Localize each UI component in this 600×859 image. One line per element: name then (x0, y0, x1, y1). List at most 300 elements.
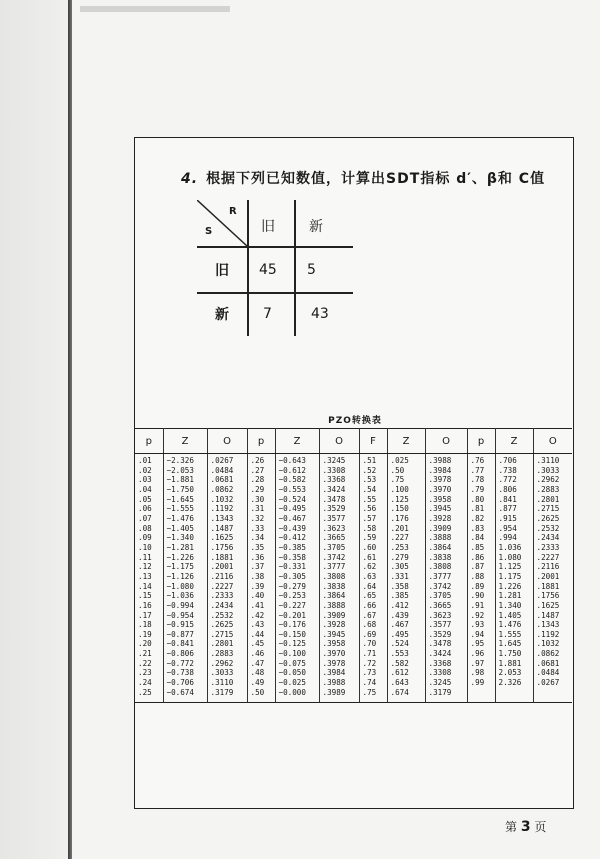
table-value: .52 (362, 465, 377, 475)
question-number: 4. (181, 171, 199, 187)
table-value: .2883 (536, 484, 560, 494)
table-value: .3424 (428, 649, 452, 659)
table-value: .50 (250, 687, 265, 697)
table-value: .39 (250, 581, 265, 591)
table-value: .47 (250, 658, 265, 668)
table-value: .3970 (428, 484, 452, 494)
table-value: .0484 (536, 668, 560, 678)
table-value: .62 (362, 562, 377, 572)
matrix-vline (294, 200, 296, 336)
table-value: .33 (250, 523, 265, 533)
table-value: .3742 (322, 552, 346, 562)
table-value: −1.405 (166, 523, 194, 533)
column-cell (135, 454, 163, 703)
table-value: .227 (390, 533, 409, 543)
column-cell (163, 454, 207, 703)
table-value: −0.467 (278, 513, 306, 523)
table-value: −1.126 (166, 571, 194, 581)
table-value: .3033 (536, 465, 560, 475)
header-row (135, 429, 572, 454)
table-value: −0.772 (166, 658, 194, 668)
table-value: −0.706 (166, 678, 194, 688)
table-value: .67 (362, 610, 377, 620)
table-value: −2.326 (166, 456, 194, 465)
table-value: .025 (390, 456, 409, 465)
table-value: .3958 (322, 639, 346, 649)
table-value: −1.555 (166, 504, 194, 514)
table-value: .36 (250, 552, 265, 562)
table-value: .3808 (428, 562, 452, 572)
table-value: .3577 (322, 513, 346, 523)
table-value: .54 (362, 484, 377, 494)
cell-new-old: 7 (263, 306, 272, 322)
table-value: .41 (250, 600, 265, 610)
row-header-new: 新 (215, 307, 229, 323)
table-value: .83 (470, 523, 485, 533)
table-value: .1343 (210, 513, 234, 523)
header-cell: p (467, 429, 495, 454)
cell-new-new: 43 (311, 306, 329, 322)
column-cell (425, 454, 467, 703)
table-value: .2883 (210, 649, 234, 659)
table-value: .87 (470, 562, 485, 572)
table-value: 1.750 (498, 649, 522, 659)
table-value: .3958 (428, 494, 452, 504)
table-value: .3368 (428, 658, 452, 668)
table-value: .64 (362, 581, 377, 591)
table-value: .2625 (536, 513, 560, 523)
table-value: .96 (470, 649, 485, 659)
table-value: .74 (362, 678, 377, 688)
table-value: .331 (390, 571, 409, 581)
table-value: .3424 (322, 484, 346, 494)
table-value: −0.738 (166, 668, 194, 678)
corner-s-label: S (205, 226, 213, 237)
table-value: .05 (138, 494, 152, 504)
table-value: .95 (470, 639, 485, 649)
table-value: −0.553 (278, 484, 306, 494)
data-row (135, 454, 572, 703)
table-value: .11 (138, 552, 152, 562)
table-value: .2333 (536, 542, 560, 552)
table-value: .2715 (536, 504, 560, 514)
table-value: .37 (250, 562, 265, 572)
table-value: 1.125 (498, 562, 522, 572)
header-cell: Z (387, 429, 425, 454)
table-value: .643 (390, 678, 409, 688)
matrix-vline (247, 200, 249, 336)
table-value: −0.227 (278, 600, 306, 610)
table-value: .915 (498, 513, 517, 523)
column-cell (467, 454, 495, 703)
table-value: .3888 (428, 533, 452, 543)
page-footer (505, 818, 546, 835)
table-value: 1.226 (498, 581, 522, 591)
col-header-new: 新 (309, 219, 323, 235)
table-value: −1.036 (166, 591, 194, 601)
table-value: .706 (498, 456, 517, 465)
table-value: .85 (470, 542, 485, 552)
table-value: .495 (390, 629, 409, 639)
table-value: .3888 (322, 600, 346, 610)
table-value: −0.201 (278, 610, 306, 620)
table-value: .10 (138, 542, 152, 552)
table-value: −0.385 (278, 542, 306, 552)
binding-shadow (0, 0, 68, 859)
table-value: .3928 (428, 513, 452, 523)
table-value: −2.053 (166, 465, 194, 475)
table-value: .71 (362, 649, 377, 659)
table-value: 1.555 (498, 629, 522, 639)
table-value: .3945 (428, 504, 452, 514)
table-value: .3110 (536, 456, 560, 465)
table-value: 1.881 (498, 658, 522, 668)
table-value: 2.326 (498, 678, 522, 688)
table-value: .80 (470, 494, 485, 504)
table-value: .73 (362, 668, 377, 678)
table-value: .3478 (322, 494, 346, 504)
table-value: .2227 (536, 552, 560, 562)
table-value: .53 (362, 475, 377, 485)
table-value: −0.100 (278, 649, 306, 659)
table-value: .279 (390, 552, 409, 562)
cell-old-old: 45 (259, 262, 277, 278)
table-value: .2116 (210, 571, 234, 581)
table-value: −0.050 (278, 668, 306, 678)
table-value: .03 (138, 475, 152, 485)
table-value: −0.358 (278, 552, 306, 562)
table-value: .3308 (428, 668, 452, 678)
table-value: .3179 (428, 687, 452, 697)
table-value: .15 (138, 591, 152, 601)
table-value: .12 (138, 562, 152, 572)
pzo-table (135, 428, 572, 703)
table-value: 2.053 (498, 668, 522, 678)
table-value: .1625 (210, 533, 234, 543)
header-cell: O (425, 429, 467, 454)
table-value: .1343 (536, 620, 560, 630)
table-value: −1.476 (166, 513, 194, 523)
table-title: PZO转换表 (328, 416, 382, 426)
table-value: −0.877 (166, 629, 194, 639)
table-value: .2715 (210, 629, 234, 639)
table-value: .3308 (322, 465, 346, 475)
table-value: .49 (250, 678, 265, 688)
header-cell: p (247, 429, 275, 454)
table-value: .45 (250, 639, 265, 649)
table-value: .3705 (428, 591, 452, 601)
page-number: 3 (520, 819, 531, 835)
table-value: .35 (250, 542, 265, 552)
table-value: .1881 (536, 581, 560, 591)
table-value: .3179 (210, 687, 234, 697)
table-value: .81 (470, 504, 485, 514)
table-value: .582 (390, 658, 409, 668)
table-value: .23 (138, 668, 152, 678)
table-value: .3110 (210, 678, 234, 688)
table-value: .3984 (322, 668, 346, 678)
table-value: .3742 (428, 581, 452, 591)
table-value: .19 (138, 629, 152, 639)
table-value: .3245 (322, 456, 346, 465)
table-value: .94 (470, 629, 485, 639)
header-cell: p (135, 429, 163, 454)
table-value: .93 (470, 620, 485, 630)
table-value: .994 (498, 533, 517, 543)
table-value: .51 (362, 456, 377, 465)
column-cell (207, 454, 247, 703)
table-value: .42 (250, 610, 265, 620)
footer-suffix: 页 (534, 820, 547, 834)
table-value: .3978 (428, 475, 452, 485)
table-value: .3928 (322, 620, 346, 630)
table-value: .3368 (322, 475, 346, 485)
table-value: .253 (390, 542, 409, 552)
table-value: .100 (390, 484, 409, 494)
header-cell: Z (163, 429, 207, 454)
table-value: −0.674 (166, 687, 194, 697)
cell-old-new: 5 (307, 262, 316, 278)
table-value: .176 (390, 513, 409, 523)
table-value: .07 (138, 513, 152, 523)
table-value: .0862 (536, 649, 560, 659)
table-value: −0.150 (278, 629, 306, 639)
table-value: .3777 (322, 562, 346, 572)
table-value: .3838 (322, 581, 346, 591)
column-cell (275, 454, 319, 703)
table-value: .467 (390, 620, 409, 630)
table-value: .1881 (210, 552, 234, 562)
table-value: .76 (470, 456, 485, 465)
table-value: .30 (250, 494, 265, 504)
table-value: .3529 (322, 504, 346, 514)
table-value: .1756 (210, 542, 234, 552)
table-value: .40 (250, 591, 265, 601)
table-value: .3478 (428, 639, 452, 649)
table-value: .21 (138, 649, 152, 659)
table-value: 1.080 (498, 552, 522, 562)
table-value: .88 (470, 571, 485, 581)
table-value: .28 (250, 475, 265, 485)
table-value: −1.340 (166, 533, 194, 543)
table-value: .150 (390, 504, 409, 514)
table-value: −0.915 (166, 620, 194, 630)
table-value: .385 (390, 591, 409, 601)
table-value: 1.175 (498, 571, 522, 581)
row-header-old: 旧 (215, 263, 229, 279)
table-value: .17 (138, 610, 152, 620)
table-value: .89 (470, 581, 485, 591)
table-value: .34 (250, 533, 265, 543)
table-value: .13 (138, 571, 152, 581)
table-value: .99 (470, 678, 485, 688)
table-value: .31 (250, 504, 265, 514)
table-value: 1.036 (498, 542, 522, 552)
table-value: 1.476 (498, 620, 522, 630)
table-value: −1.881 (166, 475, 194, 485)
binding-spine (68, 0, 72, 859)
table-value: .1625 (536, 600, 560, 610)
table-value: .66 (362, 600, 377, 610)
table-value: 1.340 (498, 600, 522, 610)
table-value: .58 (362, 523, 377, 533)
table-value: .75 (362, 687, 377, 697)
table-value: −0.806 (166, 649, 194, 659)
table-value: .26 (250, 456, 265, 465)
table-value: .77 (470, 465, 485, 475)
col-header-old: 旧 (261, 219, 275, 235)
table-value: .3988 (322, 678, 346, 688)
table-value: .0484 (210, 465, 234, 475)
table-value: −0.994 (166, 600, 194, 610)
column-cell (247, 454, 275, 703)
table-value: .01 (138, 456, 152, 465)
table-value: .3665 (322, 533, 346, 543)
table-value: .72 (362, 658, 377, 668)
table-value: .61 (362, 552, 377, 562)
table-value: −1.750 (166, 484, 194, 494)
header-cell: O (533, 429, 572, 454)
table-value: .1756 (536, 591, 560, 601)
table-value: .2801 (536, 494, 560, 504)
header-cell: O (207, 429, 247, 454)
table-value: .2434 (536, 533, 560, 543)
table-value: .27 (250, 465, 265, 475)
scan-smudge (80, 6, 230, 12)
column-cell (387, 454, 425, 703)
table-value: −0.253 (278, 591, 306, 601)
table-value: −0.125 (278, 639, 306, 649)
header-cell: F (359, 429, 387, 454)
corner-r-label: R (229, 206, 237, 217)
table-value: .04 (138, 484, 152, 494)
table-value: .305 (390, 562, 409, 572)
table-value: −0.279 (278, 581, 306, 591)
table-value: −1.645 (166, 494, 194, 504)
table-value: .91 (470, 600, 485, 610)
table-value: .674 (390, 687, 409, 697)
table-value: .3988 (428, 456, 452, 465)
table-value: .20 (138, 639, 152, 649)
table-value: .3577 (428, 620, 452, 630)
table-value: .59 (362, 533, 377, 543)
table-value: .79 (470, 484, 485, 494)
table-value: .3945 (322, 629, 346, 639)
table-value: .0862 (210, 484, 234, 494)
table-value: .68 (362, 620, 377, 630)
table-value: .2625 (210, 620, 234, 630)
table-value: .358 (390, 581, 409, 591)
table-value: .806 (498, 484, 517, 494)
table-value: .44 (250, 629, 265, 639)
table-value: .2434 (210, 600, 234, 610)
response-matrix (197, 200, 353, 336)
table-value: −1.175 (166, 562, 194, 572)
table-value: .02 (138, 465, 152, 475)
table-value: .3970 (322, 649, 346, 659)
table-value: .1487 (210, 523, 234, 533)
header-cell: Z (495, 429, 533, 454)
table-value: .0267 (210, 456, 234, 465)
table-value: .1192 (210, 504, 234, 514)
table-value: 1.645 (498, 639, 522, 649)
table-value: .06 (138, 504, 152, 514)
table-value: .877 (498, 504, 517, 514)
table-value: .32 (250, 513, 265, 523)
table-value: .50 (390, 465, 405, 475)
table-value: .3033 (210, 668, 234, 678)
table-value: −0.331 (278, 562, 306, 572)
table-value: .3808 (322, 571, 346, 581)
table-value: .43 (250, 620, 265, 630)
table-value: .46 (250, 649, 265, 659)
table-value: .612 (390, 668, 409, 678)
table-value: .29 (250, 484, 265, 494)
table-value: −0.305 (278, 571, 306, 581)
table-value: .0681 (210, 475, 234, 485)
column-cell (495, 454, 533, 703)
table-value: .97 (470, 658, 485, 668)
table-value: .48 (250, 668, 265, 678)
table-value: .1487 (536, 610, 560, 620)
table-value: −0.075 (278, 658, 306, 668)
table-value: −0.025 (278, 678, 306, 688)
table-value: .2532 (536, 523, 560, 533)
table-value: 1.405 (498, 610, 522, 620)
table-value: −0.495 (278, 504, 306, 514)
table-value: .3705 (322, 542, 346, 552)
table-value: .3909 (322, 610, 346, 620)
table-value: .2532 (210, 610, 234, 620)
table-value: .18 (138, 620, 152, 630)
header-cell: Z (275, 429, 319, 454)
table-value: .2801 (210, 639, 234, 649)
table-value: −0.176 (278, 620, 306, 630)
table-value: −1.281 (166, 542, 194, 552)
column-cell (533, 454, 572, 703)
matrix-hline (197, 246, 353, 248)
table-value: −0.524 (278, 494, 306, 504)
table-value: .55 (362, 494, 377, 504)
table-value: .98 (470, 668, 485, 678)
table-value: .2001 (536, 571, 560, 581)
table-value: −0.412 (278, 533, 306, 543)
table-value: .3989 (322, 687, 346, 697)
table-value: .92 (470, 610, 485, 620)
table-value: .2227 (210, 581, 234, 591)
table-value: .2962 (210, 658, 234, 668)
table-value: −1.226 (166, 552, 194, 562)
table-value: .14 (138, 581, 152, 591)
table-value: .201 (390, 523, 409, 533)
table-value: .86 (470, 552, 485, 562)
table-value: .3909 (428, 523, 452, 533)
table-value: .0267 (536, 678, 560, 688)
table-value: .3777 (428, 571, 452, 581)
table-value: .2001 (210, 562, 234, 572)
table-value: .3529 (428, 629, 452, 639)
table-value: .738 (498, 465, 517, 475)
table-value: −1.080 (166, 581, 194, 591)
table-value: .90 (470, 591, 485, 601)
table-value: .1032 (536, 639, 560, 649)
table-value: −0.439 (278, 523, 306, 533)
table-value: .84 (470, 533, 485, 543)
table-value: .3984 (428, 465, 452, 475)
table-value: .553 (390, 649, 409, 659)
table-value: −0.582 (278, 475, 306, 485)
table-value: .3623 (322, 523, 346, 533)
